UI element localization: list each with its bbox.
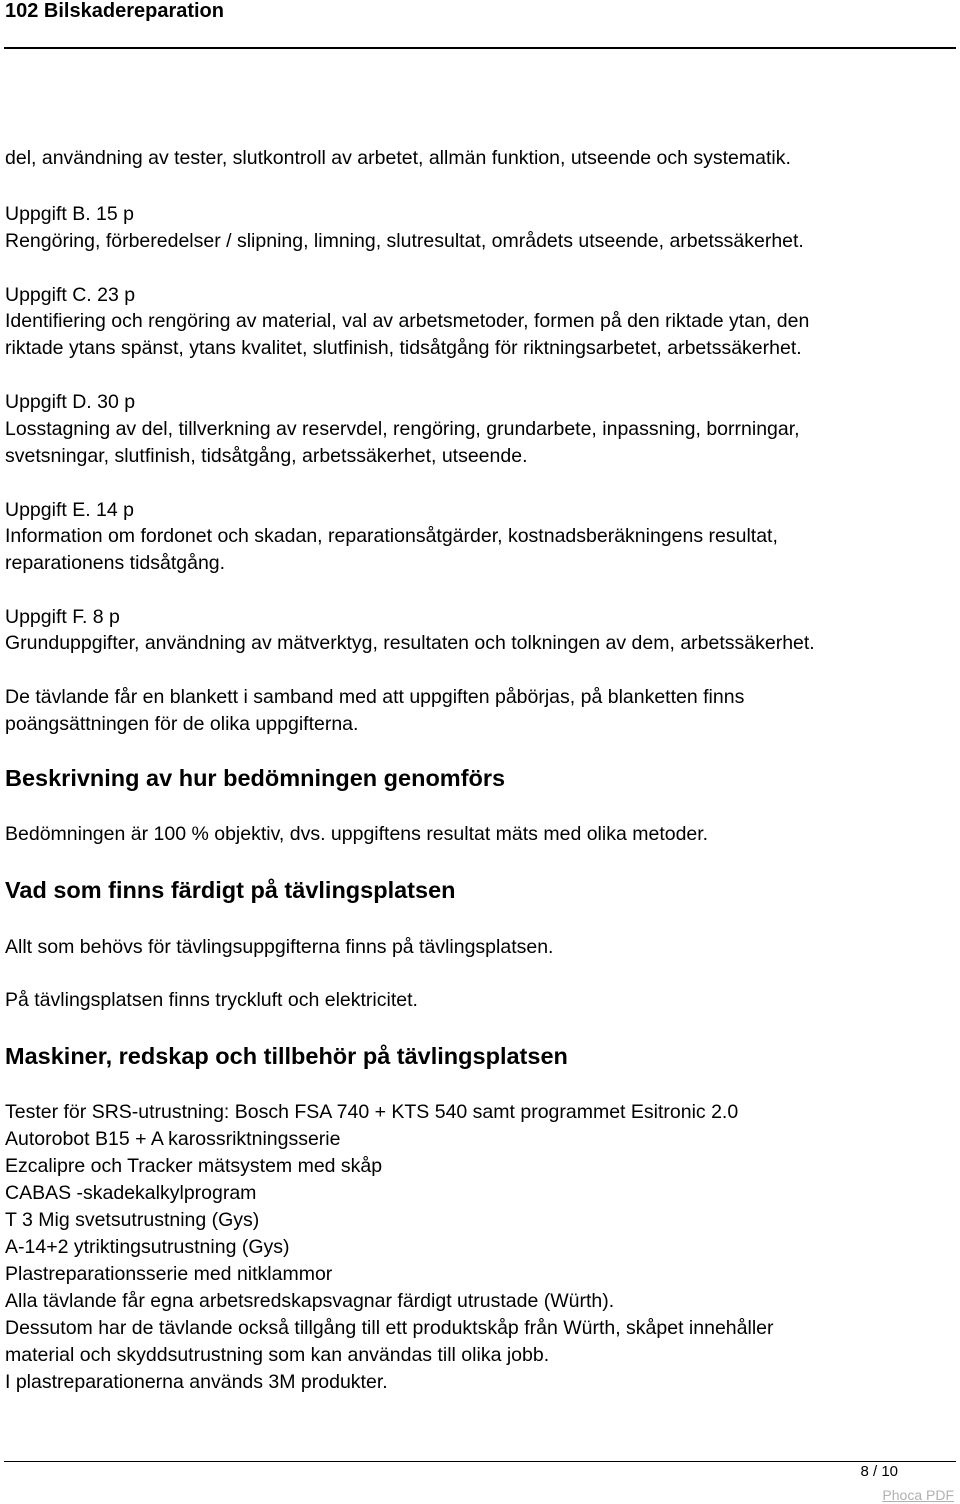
- continued-paragraph: del, användning av tester, slutkontroll av arbetet, allmän funktion, utseende och systematik.: [5, 147, 791, 169]
- header-divider: [4, 47, 956, 49]
- equipment-line: Tester för SRS-utrustning: Bosch FSA 740 + KTS 540 samt programmet Esitronic 2.0: [5, 1101, 739, 1123]
- task-f-title: Uppgift F. 8 p: [5, 606, 120, 628]
- scoring-form-line-2: poängsättningen för de olika uppgifterna.: [5, 713, 359, 735]
- venue-text-line-1: Allt som behövs för tävlingsuppgifterna finns på tävlingsplatsen.: [5, 936, 554, 958]
- equipment-line: Dessutom har de tävlande också tillgång till ett produktskåp från Würth, skåpet innehåller: [5, 1317, 774, 1339]
- task-b-description: Rengöring, förberedelser / slipning, limning, slutresultat, områdets utseende, arbetssäkerhet.: [5, 230, 804, 252]
- equipment-line: material och skyddsutrustning som kan användas till olika jobb.: [5, 1344, 550, 1366]
- task-d-title: Uppgift D. 30 p: [5, 391, 136, 413]
- task-d-description-line-1: Losstagning av del, tillverkning av reservdel, rengöring, grundarbete, inpassning, borrningar,: [5, 418, 800, 440]
- task-b-title: Uppgift B. 15 p: [5, 203, 134, 225]
- equipment-line: A-14+2 ytriktingsutrustning (Gys): [5, 1236, 290, 1258]
- task-d-description-line-2: svetsningar, slutfinish, tidsåtgång, arbetssäkerhet, utseende.: [5, 445, 528, 467]
- task-e-title: Uppgift E. 14 p: [5, 499, 134, 521]
- equipment-line: I plastreparationerna används 3M produkter.: [5, 1371, 388, 1393]
- equipment-line: Alla tävlande får egna arbetsredskapsvagnar färdigt utrustade (Würth).: [5, 1290, 615, 1312]
- footer-divider: [4, 1461, 956, 1462]
- page-title: 102 Bilskadereparation: [5, 0, 224, 22]
- task-c-description-line-1: Identifiering och rengöring av material, val av arbetsmetoder, formen på den riktade ytan, den: [5, 310, 810, 332]
- equipment-line: T 3 Mig svetsutrustning (Gys): [5, 1209, 260, 1231]
- phoca-pdf-link[interactable]: Phoca PDF: [882, 1487, 954, 1503]
- scoring-form-line-1: De tävlande får en blankett i samband med att uppgiften påbörjas, på blanketten finns: [5, 686, 745, 708]
- equipment-line: Autorobot B15 + A karossriktningsserie: [5, 1128, 341, 1150]
- equipment-heading: Maskiner, redskap och tillbehör på tävlingsplatsen: [5, 1043, 568, 1069]
- page-number: 8 / 10: [860, 1463, 898, 1480]
- venue-heading: Vad som finns färdigt på tävlingsplatsen: [5, 877, 456, 903]
- equipment-line: Ezcalipre och Tracker mätsystem med skåp: [5, 1155, 383, 1177]
- task-e-description-line-1: Information om fordonet och skadan, reparationsåtgärder, kostnadsberäkningens resultat,: [5, 525, 778, 547]
- venue-text-line-2: På tävlingsplatsen finns tryckluft och elektricitet.: [5, 989, 418, 1011]
- task-e-description-line-2: reparationens tidsåtgång.: [5, 552, 226, 574]
- task-c-description-line-2: riktade ytans spänst, ytans kvalitet, slutfinish, tidsåtgång för riktningsarbetet, arbetssäkerhet.: [5, 337, 802, 359]
- equipment-line: Plastreparationsserie med nitklammor: [5, 1263, 333, 1285]
- task-f-description: Grunduppgifter, användning av mätverktyg, resultaten och tolkningen av dem, arbetssäkerhet.: [5, 632, 815, 654]
- task-c-title: Uppgift C. 23 p: [5, 284, 136, 306]
- assessment-heading: Beskrivning av hur bedömningen genomförs: [5, 765, 506, 791]
- equipment-line: CABAS -skadekalkylprogram: [5, 1182, 257, 1204]
- assessment-text: Bedömningen är 100 % objektiv, dvs. uppgiftens resultat mäts med olika metoder.: [5, 823, 709, 845]
